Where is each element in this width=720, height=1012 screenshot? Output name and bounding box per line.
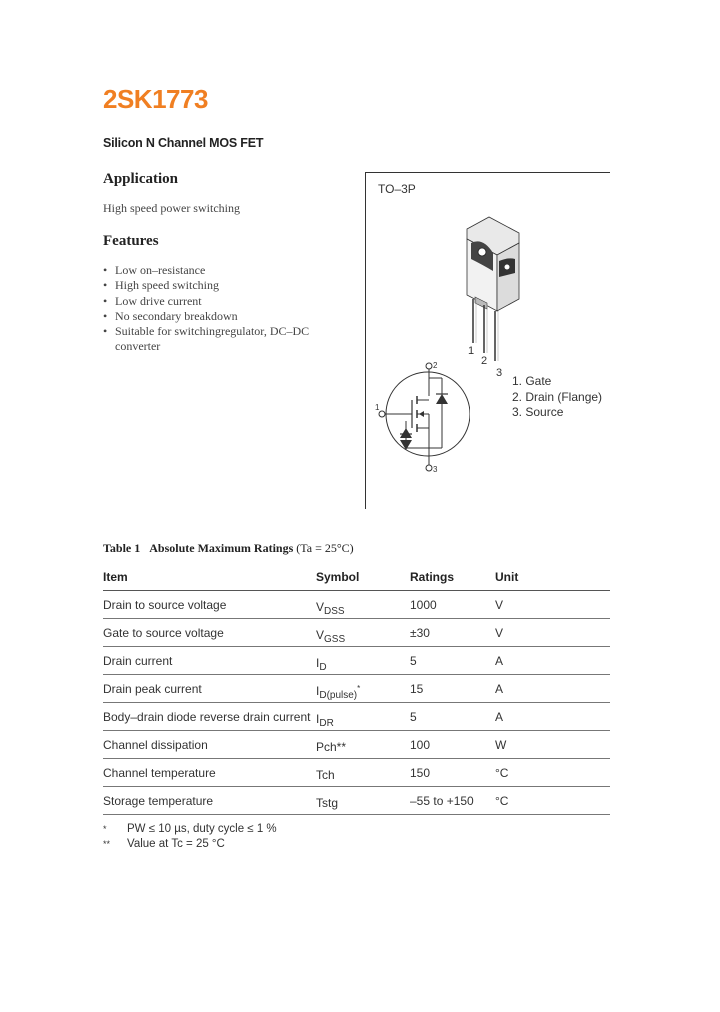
cell-unit: V	[495, 618, 610, 646]
pin-drain: 2. Drain (Flange)	[512, 389, 603, 404]
cell-rating: 5	[410, 646, 495, 674]
cell-item: Body–drain diode reverse drain current	[103, 702, 316, 730]
cell-item: Channel dissipation	[103, 730, 316, 758]
package-name: TO–3P	[378, 182, 416, 196]
symbol-main: Tstg	[316, 796, 339, 810]
body-diode-icon	[436, 394, 448, 404]
cell-unit: °C	[495, 786, 610, 814]
symbol-main: I	[316, 656, 320, 670]
absolute-max-ratings-table	[103, 562, 610, 815]
cell-item: Drain current	[103, 646, 316, 674]
footnote-mark: **	[103, 838, 111, 849]
footnotes	[103, 822, 277, 851]
drain-terminal-icon	[426, 363, 432, 369]
feature-item: • Suitable for switchingregulator, DC–DC converter	[103, 324, 318, 355]
symbol-subscript: DSS	[324, 606, 345, 617]
table-row	[103, 702, 610, 730]
col-header-unit: Unit	[495, 562, 610, 590]
mosfet-symbol-icon	[370, 358, 470, 478]
col-header-item: Item	[103, 562, 316, 590]
table-header-row	[103, 562, 610, 590]
symbol-main: V	[316, 628, 325, 642]
table-title-label: Table 1	[103, 541, 141, 555]
features-heading: Features	[103, 233, 159, 249]
cell-item: Drain to source voltage	[103, 590, 316, 618]
symbol-main: Pch**	[316, 740, 347, 754]
cell-symbol	[316, 618, 410, 646]
lead-label-3: 3	[496, 367, 503, 378]
footnote	[103, 822, 277, 837]
cell-rating: 15	[410, 674, 495, 702]
cell-unit: V	[495, 590, 610, 618]
col-header-symbol: Symbol	[316, 562, 410, 590]
col-header-ratings: Ratings	[410, 562, 495, 590]
application-heading: Application	[103, 171, 179, 187]
table-row	[103, 674, 610, 702]
footnote-text: PW ≤ 10 µs, duty cycle ≤ 1 %	[127, 823, 277, 835]
cell-symbol	[316, 758, 410, 786]
cell-symbol	[316, 786, 410, 814]
zener-diode-icon	[400, 428, 412, 438]
cell-unit: °C	[495, 758, 610, 786]
table-row	[103, 618, 610, 646]
feature-item: • No secondary breakdown	[103, 309, 343, 324]
cell-unit: W	[495, 730, 610, 758]
cell-item: Drain peak current	[103, 674, 316, 702]
device-subtitle: Silicon N Channel MOS FET	[103, 136, 264, 150]
table-title	[103, 541, 354, 556]
table-title-text: Absolute Maximum Ratings	[149, 541, 294, 555]
features-list	[103, 263, 343, 355]
footnote-text: Value at Tc = 25 °C	[127, 837, 225, 850]
feature-item: • High speed switching	[103, 278, 343, 293]
package-dot-icon	[505, 265, 510, 270]
cell-rating: ±30	[410, 618, 495, 646]
feature-item: • Low drive current	[103, 294, 343, 309]
cell-symbol	[316, 590, 410, 618]
symbol-superscript: *	[357, 684, 361, 693]
cell-item: Channel temperature	[103, 758, 316, 786]
package-side-face	[497, 243, 519, 311]
symbol-pin-3: 3	[433, 465, 438, 474]
symbol-pin-1: 1	[375, 403, 380, 412]
symbol-subscript: D	[319, 662, 327, 673]
cell-rating: –55 to +150	[410, 786, 495, 814]
cell-rating: 100	[410, 730, 495, 758]
footnote-mark: *	[103, 824, 107, 834]
table-row	[103, 590, 610, 618]
symbol-main: V	[316, 600, 325, 614]
symbol-pin-2: 2	[433, 361, 438, 370]
source-terminal-icon	[426, 465, 432, 471]
gate-terminal-icon	[379, 411, 385, 417]
table-row	[103, 646, 610, 674]
pin-assignment-list	[512, 374, 602, 421]
table-title-condition: (Ta = 25°C)	[296, 541, 354, 555]
cell-rating: 1000	[410, 590, 495, 618]
symbol-main: I	[316, 684, 320, 698]
pin-gate: 1. Gate	[512, 374, 552, 388]
cell-item: Storage temperature	[103, 786, 316, 814]
symbol-subscript: GSS	[324, 634, 346, 645]
cell-rating: 150	[410, 758, 495, 786]
lead-label-1: 1	[468, 345, 475, 357]
application-text: High speed power switching	[103, 201, 240, 215]
cell-rating: 5	[410, 702, 495, 730]
symbol-main: Tch	[316, 768, 335, 782]
cell-item: Gate to source voltage	[103, 618, 316, 646]
mounting-hole-icon	[478, 248, 486, 256]
cell-symbol	[316, 674, 410, 702]
lead-label-2: 2	[481, 355, 488, 367]
symbol-subscript: DR	[319, 718, 334, 729]
cell-unit: A	[495, 674, 610, 702]
cell-symbol	[316, 646, 410, 674]
table-row	[103, 786, 610, 814]
pin-source: 3. Source	[512, 405, 564, 419]
symbol-subscript: D(pulse)	[319, 690, 358, 701]
cell-symbol	[316, 702, 410, 730]
cell-unit: A	[495, 702, 610, 730]
table-body	[103, 590, 610, 814]
part-number-title: 2SK1773	[103, 84, 208, 114]
table-row	[103, 758, 610, 786]
symbol-main: I	[316, 712, 320, 726]
table-row	[103, 730, 610, 758]
to3p-package-drawing	[455, 213, 535, 378]
footnote	[103, 837, 277, 852]
feature-item: • Low on–resistance	[103, 263, 343, 278]
cell-symbol	[316, 730, 410, 758]
cell-unit: A	[495, 646, 610, 674]
